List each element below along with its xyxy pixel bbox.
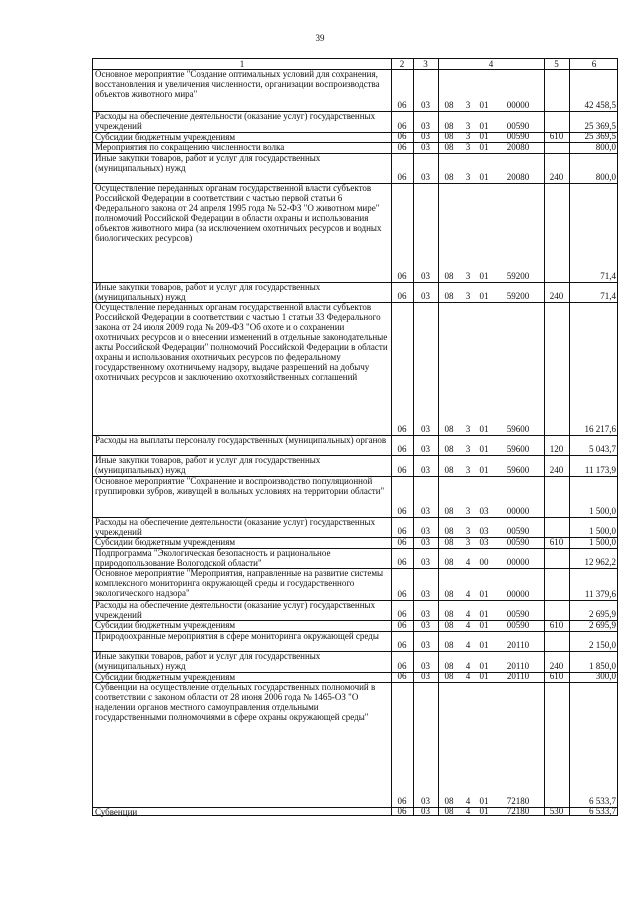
row-expense-type — [544, 271, 569, 281]
row-amount: 12 962,2 — [584, 557, 616, 567]
row-amount: 71,4 — [600, 271, 616, 281]
row-program-code: 08 — [444, 465, 454, 475]
row-program-code: 08 — [444, 640, 454, 650]
row-direction-code: 00590 — [506, 609, 530, 619]
row-description: Субсидии бюджетным учреждениям — [95, 620, 236, 630]
row-subsection-code: 03 — [421, 131, 430, 141]
row-amount: 2 695,9 — [589, 609, 616, 619]
row-description: Основное мероприятие "Создание оптимальных условий для сохранения, восстановления и увеличения численности, организации воспроизводства объектов животного мира" — [95, 69, 380, 99]
row-description: Расходы на обеспечение деятельности (оказание услуг) государственных учреждений — [95, 111, 376, 131]
column-divider — [438, 59, 439, 815]
row-subprogram-code: 4 — [465, 640, 471, 650]
row-subprogram-code: 3 — [465, 121, 471, 131]
row-amount: 11 379,6 — [584, 589, 616, 599]
row-amount: 1 500,0 — [589, 506, 616, 516]
row-subsection-code: 03 — [421, 506, 430, 516]
row-subprogram-code: 3 — [465, 100, 471, 110]
row-event-code: 01 — [479, 424, 489, 434]
row-program-code: 08 — [444, 526, 454, 536]
row-section-code: 06 — [397, 557, 407, 567]
row-description: Иные закупки товаров, работ и услуг для государственных (муниципальных) нужд — [95, 282, 321, 302]
row-subprogram-code: 3 — [465, 271, 471, 281]
row-program-code: 08 — [444, 131, 454, 141]
row-direction-code: 20080 — [506, 172, 530, 182]
row-direction-code: 59600 — [506, 424, 530, 434]
row-direction-code: 20110 — [506, 640, 530, 650]
row-program-code: 08 — [444, 172, 454, 182]
row-section-code: 06 — [397, 671, 407, 681]
row-section-code: 06 — [397, 806, 407, 816]
row-subsection-code: 03 — [421, 640, 430, 650]
row-amount: 2 150,0 — [589, 640, 616, 650]
row-section-code: 06 — [397, 661, 407, 671]
row-description: Субсидии бюджетным учреждениям — [95, 132, 236, 142]
row-program-code: 08 — [444, 671, 454, 681]
row-description: Иные закупки товаров, работ и услуг для государственных (муниципальных) нужд — [95, 651, 321, 671]
row-subsection-code: 03 — [421, 609, 430, 619]
row-subprogram-code: 3 — [465, 465, 471, 475]
row-event-code: 01 — [479, 671, 489, 681]
row-subprogram-code: 3 — [465, 172, 471, 182]
row-amount: 300,0 — [595, 671, 616, 681]
row-direction-code: 20110 — [506, 661, 530, 671]
row-event-code: 03 — [479, 506, 489, 516]
row-direction-code: 59600 — [506, 465, 530, 475]
row-description: Подпрограмма "Экологическая безопасность и рациональное природопользование Вологодской области" — [95, 548, 331, 568]
row-description: Мероприятия по сокращению численности волка — [95, 142, 285, 152]
header-cell-5: 5 — [554, 59, 559, 69]
row-amount: 5 043,7 — [589, 444, 616, 454]
row-program-code: 08 — [444, 620, 454, 630]
row-program-code: 08 — [444, 806, 454, 816]
row-program-code: 08 — [444, 537, 454, 547]
row-direction-code: 72180 — [506, 806, 530, 816]
row-expense-type — [544, 100, 569, 110]
row-expense-type: 240 — [549, 291, 564, 301]
row-section-code: 06 — [397, 465, 407, 475]
row-section-code: 06 — [397, 609, 407, 619]
row-subsection-code: 03 — [421, 620, 430, 630]
row-program-code: 08 — [444, 424, 454, 434]
row-amount: 1 850,0 — [589, 661, 616, 671]
row-program-code: 08 — [444, 142, 454, 152]
row-description: Основное мероприятие "Мероприятия, направленные на развитие системы комплексного мониторинга окружающей среды и государственного экологического надзора" — [95, 568, 384, 598]
row-program-code: 08 — [444, 121, 454, 131]
row-event-code: 01 — [479, 121, 489, 131]
row-event-code: 01 — [479, 131, 489, 141]
row-amount: 2 695,9 — [589, 620, 616, 630]
row-subsection-code: 03 — [421, 796, 430, 806]
row-subsection-code: 03 — [421, 142, 430, 152]
row-section-code: 06 — [397, 424, 407, 434]
row-expense-type — [544, 526, 569, 536]
row-subprogram-code: 4 — [465, 557, 471, 567]
row-subsection-code: 03 — [421, 465, 430, 475]
row-section-code: 06 — [397, 444, 407, 454]
row-expense-type — [544, 589, 569, 599]
row-expense-type — [544, 121, 569, 131]
row-direction-code: 00000 — [506, 589, 530, 599]
row-event-code: 01 — [479, 609, 489, 619]
row-subsection-code: 03 — [421, 661, 430, 671]
row-direction-code: 00590 — [506, 526, 530, 536]
row-subprogram-code: 4 — [465, 671, 471, 681]
row-description: Осуществление переданных органам государственной власти субъектов Российской Федерации в соответствии с частью первой статьи 6 Федерального закона от 24 апреля 1995 года № 52-ФЗ "О животном мире" полномочий Российской Федерации в области охраны и использования объектов животного мира (за исключением охотничьих ресурсов и водных биологических ресурсов) — [95, 183, 382, 243]
row-expense-type: 530 — [549, 806, 564, 816]
row-expense-type: 120 — [549, 444, 564, 454]
row-amount: 1 500,0 — [589, 537, 616, 547]
row-direction-code: 00590 — [506, 537, 530, 547]
row-section-code: 06 — [397, 526, 407, 536]
row-direction-code: 00000 — [506, 100, 530, 110]
row-section-code: 06 — [397, 142, 407, 152]
row-direction-code: 59200 — [506, 291, 530, 301]
header-cell-4: 4 — [488, 59, 494, 69]
row-expense-type: 240 — [549, 661, 564, 671]
row-subsection-code: 03 — [421, 172, 430, 182]
row-direction-code: 72180 — [506, 796, 530, 806]
row-description: Субвенции на осуществление отдельных государственных полномочий в соответствии с законом области от 28 июня 2006 года № 1465-ОЗ "О наделении органов местного самоуправления отдельными государственными полномочиями в сфере охраны окружающей среды" — [95, 682, 376, 722]
row-section-code: 06 — [397, 640, 407, 650]
row-expense-type — [544, 142, 569, 152]
row-description: Иные закупки товаров, работ и услуг для государственных (муниципальных) нужд — [95, 455, 321, 475]
row-subsection-code: 03 — [421, 271, 430, 281]
page-number: 39 — [315, 33, 325, 43]
row-section-code: 06 — [397, 172, 407, 182]
row-event-code: 01 — [479, 796, 489, 806]
row-expense-type — [544, 609, 569, 619]
row-section-code: 06 — [397, 291, 407, 301]
row-subprogram-code: 3 — [465, 131, 471, 141]
row-expense-type — [544, 506, 569, 516]
row-subsection-code: 03 — [421, 557, 430, 567]
budget-table — [92, 58, 618, 816]
row-direction-code: 00590 — [506, 131, 530, 141]
row-expense-type — [544, 796, 569, 806]
row-program-code: 08 — [444, 796, 454, 806]
row-expense-type: 610 — [549, 620, 564, 630]
row-subprogram-code: 3 — [465, 142, 471, 152]
row-subsection-code: 03 — [421, 526, 430, 536]
row-section-code: 06 — [397, 131, 407, 141]
row-subprogram-code: 4 — [465, 609, 471, 619]
row-subprogram-code: 3 — [465, 424, 471, 434]
header-cell-1: 1 — [239, 59, 245, 69]
row-direction-code: 59600 — [506, 444, 530, 454]
row-program-code: 08 — [444, 661, 454, 671]
row-subprogram-code: 3 — [465, 526, 471, 536]
row-section-code: 06 — [397, 537, 407, 547]
row-direction-code: 00590 — [506, 620, 530, 630]
row-subsection-code: 03 — [421, 121, 430, 131]
row-expense-type: 610 — [549, 131, 564, 141]
row-subprogram-code: 4 — [465, 620, 471, 630]
row-event-code: 03 — [479, 526, 489, 536]
row-event-code: 01 — [479, 465, 489, 475]
row-description: Осуществление переданных органам государственной власти субъектов Российской Федерации в соответствии с частью 1 статьи 33 Федерального закона от 24 июля 2009 года № 209-ФЗ "Об охоте и о сохранении охотничьих ресурсов и о внесении изменений в отдельные законодательные акты Российской Федерации" полномочий Российской Федерации в области охраны и использования охотничьих ресурсов по федеральному государственному охотничьему надзору, выдаче разрешений на добычу охотничьих ресурсов и заключению охотхозяйственных соглашений — [95, 302, 388, 382]
row-subsection-code: 03 — [421, 671, 430, 681]
row-subsection-code: 03 — [421, 806, 430, 816]
row-event-code: 01 — [479, 640, 489, 650]
row-subprogram-code: 3 — [465, 506, 471, 516]
row-section-code: 06 — [397, 506, 407, 516]
row-program-code: 08 — [444, 609, 454, 619]
row-subprogram-code: 3 — [465, 537, 471, 547]
row-description: Субсидии бюджетным учреждениям — [95, 537, 236, 547]
row-program-code: 08 — [444, 291, 454, 301]
row-program-code: 08 — [444, 506, 454, 516]
row-amount: 42 458,5 — [584, 100, 616, 110]
row-event-code: 01 — [479, 661, 489, 671]
row-description: Расходы на выплаты персоналу государственных (муниципальных) органов — [95, 435, 387, 445]
row-subsection-code: 03 — [421, 100, 430, 110]
row-expense-type — [544, 557, 569, 567]
row-description: Иные закупки товаров, работ и услуг для государственных (муниципальных) нужд — [95, 153, 321, 173]
row-expense-type: 240 — [549, 465, 564, 475]
row-section-code: 06 — [397, 271, 407, 281]
row-event-code: 01 — [479, 271, 489, 281]
row-program-code: 08 — [444, 271, 454, 281]
row-section-code: 06 — [397, 796, 407, 806]
row-amount: 25 369,5 — [584, 131, 616, 141]
row-subprogram-code: 3 — [465, 444, 471, 454]
header-cell-2: 2 — [399, 59, 405, 69]
row-expense-type — [544, 424, 569, 434]
row-event-code: 01 — [479, 172, 489, 182]
row-event-code: 01 — [479, 142, 489, 152]
row-section-code: 06 — [397, 121, 407, 131]
row-subprogram-code: 4 — [465, 589, 471, 599]
row-description: Природоохранные мероприятия в сфере мониторинга окружающей среды — [95, 631, 379, 641]
row-expense-type: 610 — [549, 671, 564, 681]
row-description: Основное мероприятие "Сохранение и воспроизводство популяционной группировки зубров, живущей в вольных условиях на территории области" — [95, 476, 385, 496]
header-cell-3: 3 — [423, 59, 428, 69]
row-amount: 71,4 — [600, 291, 616, 301]
row-subsection-code: 03 — [421, 424, 430, 434]
row-event-code: 01 — [479, 100, 489, 110]
row-direction-code: 20080 — [506, 142, 530, 152]
row-description: Расходы на обеспечение деятельности (оказание услуг) государственных учреждений — [95, 517, 376, 537]
row-event-code: 01 — [479, 589, 489, 599]
row-direction-code: 00590 — [506, 121, 530, 131]
row-event-code: 01 — [479, 620, 489, 630]
header-cell-6: 6 — [591, 59, 597, 69]
row-direction-code: 59200 — [506, 271, 530, 281]
row-amount: 25 369,5 — [584, 121, 616, 131]
row-amount: 6 533,7 — [589, 806, 616, 816]
row-amount: 11 173,9 — [584, 465, 616, 475]
row-program-code: 08 — [444, 589, 454, 599]
row-event-code: 01 — [479, 291, 489, 301]
row-expense-type — [544, 640, 569, 650]
row-subprogram-code: 4 — [465, 661, 471, 671]
row-event-code: 03 — [479, 537, 489, 547]
row-program-code: 08 — [444, 444, 454, 454]
row-program-code: 08 — [444, 100, 454, 110]
row-amount: 6 533,7 — [589, 796, 616, 806]
row-section-code: 06 — [397, 100, 407, 110]
row-expense-type: 610 — [549, 537, 564, 547]
row-amount: 800,0 — [595, 142, 616, 152]
row-direction-code: 00000 — [506, 557, 530, 567]
row-subprogram-code: 4 — [465, 796, 471, 806]
row-amount: 16 217,6 — [584, 424, 616, 434]
row-subsection-code: 03 — [421, 291, 430, 301]
row-subprogram-code: 4 — [465, 806, 471, 816]
row-direction-code: 00000 — [506, 506, 530, 516]
row-subsection-code: 03 — [421, 444, 430, 454]
row-subprogram-code: 3 — [465, 291, 471, 301]
row-section-code: 06 — [397, 620, 407, 630]
row-subsection-code: 03 — [421, 589, 430, 599]
row-program-code: 08 — [444, 557, 454, 567]
row-subsection-code: 03 — [421, 537, 430, 547]
row-event-code: 00 — [479, 557, 489, 567]
row-expense-type: 240 — [549, 172, 564, 182]
row-section-code: 06 — [397, 589, 407, 599]
row-description: Субвенции — [95, 807, 138, 817]
row-description: Расходы на обеспечение деятельности (оказание услуг) государственных учреждений — [95, 600, 376, 620]
row-direction-code: 20110 — [506, 671, 530, 681]
row-event-code: 01 — [479, 444, 489, 454]
row-description: Субсидии бюджетным учреждениям — [95, 672, 236, 682]
row-amount: 800,0 — [595, 172, 616, 182]
row-event-code: 01 — [479, 806, 489, 816]
row-amount: 1 500,0 — [589, 526, 616, 536]
